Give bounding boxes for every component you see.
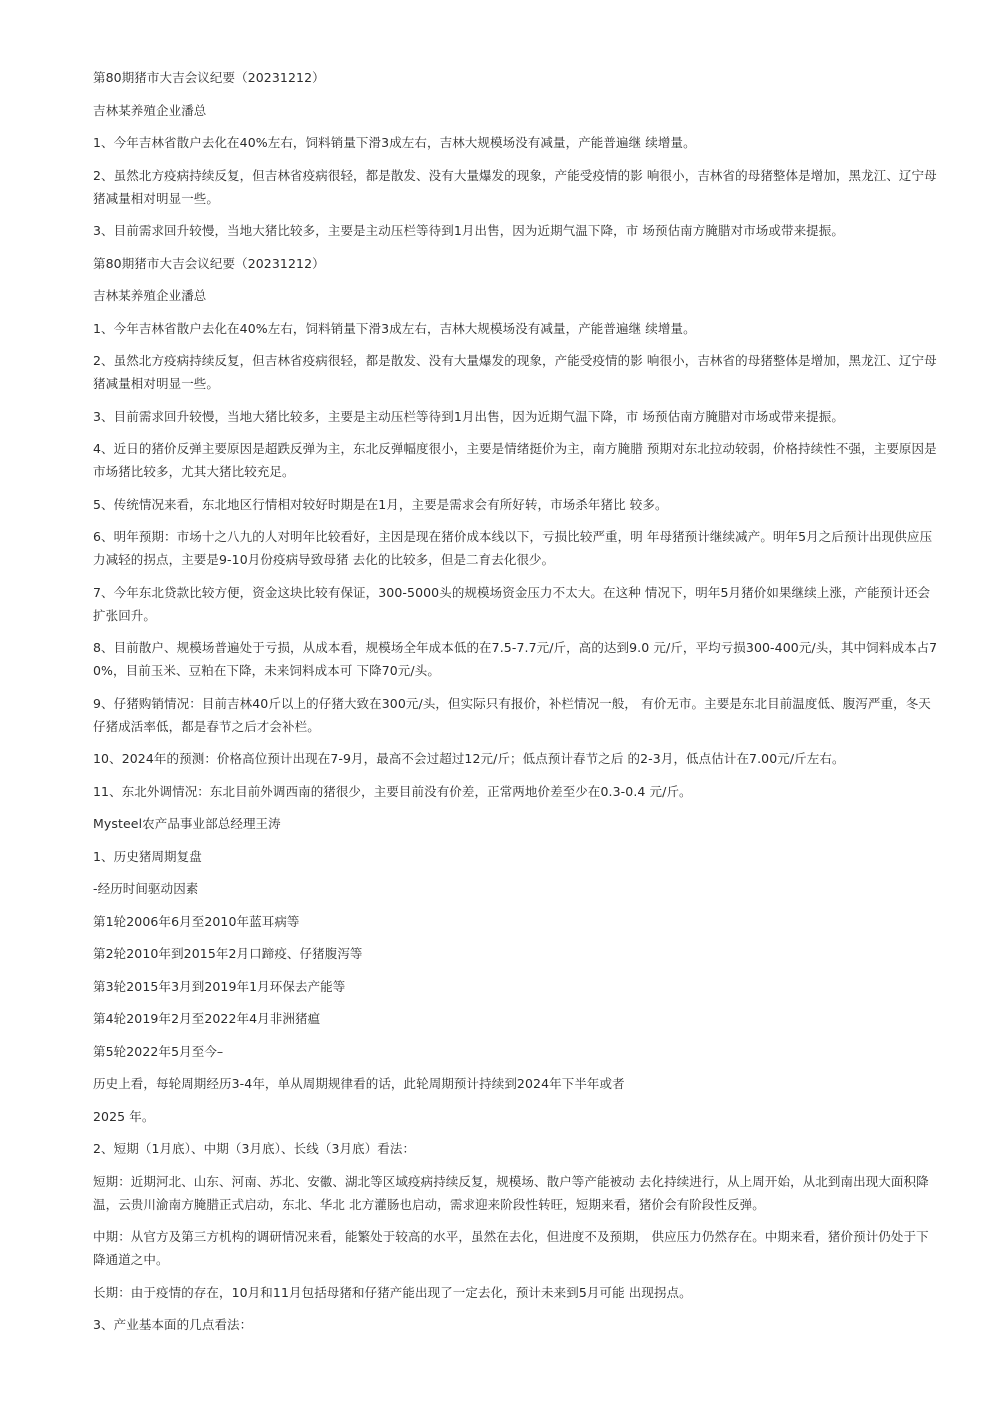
paragraph: 1、今年吉林省散户去化在40%左右，饲料销量下滑3成左右，吉林大规模场没有减量，产能普遍继 续增量。: [93, 320, 696, 336]
meeting-title: 第80期猪市大吉会议纪要（20231212）: [93, 70, 325, 85]
paragraph: 5、传统情况来看，东北地区行情相对较好时期是在1月，主要是需求会有所好转，市场杀年猪比 较多。: [93, 496, 668, 512]
paragraph: 11、东北外调情况：东北目前外调西南的猪很少，主要目前没有价差，正常两地价差至少在0.3-0.4 元/斤。: [93, 783, 692, 799]
paragraph: -经历时间驱动因素: [93, 881, 199, 896]
cycle-item: 第3轮2015年3月到2019年1月环保去产能等: [93, 978, 346, 994]
paragraph: 8、目前散户、规模场普遍处于亏损，从成本看，规模场全年成本低的在7.5-7.7元/斤，高的达到9.0 元/斤，平均亏损300-400元/头，其中饲料成本占70%，目前玉米、豆粕在下降，未来饲料成本可 下降70元/头。: [93, 640, 938, 678]
cycle-item: 第1轮2006年6月至2010年蓝耳病等: [93, 913, 300, 929]
paragraph: 3、目前需求回升较慢，当地大猪比较多，主要是主动压栏等待到1月出售，因为近期气温下降，市 场预估南方腌腊对市场或带来提振。: [93, 223, 844, 238]
meeting-title: 第80期猪市大吉会议纪要（20231212）: [93, 255, 325, 271]
paragraph: 长期：由于疫情的存在，10月和11月包括母猪和仔猪产能出现了一定去化，预计未来到5月可能 出现拐点。: [93, 1284, 692, 1300]
paragraph: 2025 年。: [93, 1108, 155, 1124]
paragraph: 3、目前需求回升较慢，当地大猪比较多，主要是主动压栏等待到1月出售，因为近期气温下降，市 场预估南方腌腊对市场或带来提振。: [93, 408, 844, 424]
speaker-name: 吉林某养殖企业潘总: [93, 288, 207, 303]
speaker-name: Mysteel农产品事业部总经理王涛: [93, 816, 281, 831]
paragraph: 中期：从官方及第三方机构的调研情况来看，能繁处于较高的水平，虽然在去化，但进度不及预期， 供应压力仍然存在。中期来看，猪价预计仍处于下降通道之中。: [93, 1229, 929, 1267]
cycle-item: 第2轮2010年到2015年2月口蹄疫、仔猪腹泻等: [93, 946, 363, 961]
paragraph: 6、明年预期：市场十之八九的人对明年比较看好，主因是现在猪价成本线以下，亏损比较严重，明 年母猪预计继续减产。明年5月之后预计出现供应压力减轻的拐点，主要是9-10月份疫病导致母猪 去化的比较多，但是二育去化很少。: [93, 529, 933, 567]
paragraph: 4、近日的猪价反弹主要原因是超跌反弹为主，东北反弹幅度很小，主要是情绪挺价为主，南方腌腊 预期对东北拉动较弱，价格持续性不强，主要原因是市场猪比较多，尤其大猪比较充足。: [93, 441, 937, 479]
paragraph: 历史上看，每轮周期经历3-4年，单从周期规律看的话，此轮周期预计持续到2024年下半年或者: [93, 1076, 625, 1091]
cycle-item: 第5轮2022年5月至今–: [93, 1043, 224, 1059]
paragraph: 7、今年东北贷款比较方便，资金这块比较有保证，300-5000头的规模场资金压力不太大。在这种 情况下，明年5月猪价如果继续上涨，产能预计还会扩张回升。: [93, 584, 931, 623]
section-heading: 1、历史猪周期复盘: [93, 848, 202, 864]
paragraph: 9、仔猪购销情况：目前吉林40斤以上的仔猪大致在300元/头，但实际只有报价，补栏情况一般， 有价无市。主要是东北目前温度低、腹泻严重，冬天仔猪成活率低，都是春节之后才会补栏。: [93, 695, 931, 734]
paragraph: 10、2024年的预测：价格高位预计出现在7-9月，最高不会过超过12元/斤；低点预计春节之后 的2-3月，低点估计在7.00元/斤左右。: [93, 751, 845, 766]
speaker-name: 吉林某养殖企业潘总: [93, 102, 207, 118]
paragraph: 2、虽然北方疫病持续反复，但吉林省疫病很轻，都是散发、没有大量爆发的现象，产能受疫情的影 响很小，吉林省的母猪整体是增加，黑龙江、辽宁母猪减量相对明显一些。: [93, 353, 937, 391]
paragraph: 1、今年吉林省散户去化在40%左右，饲料销量下滑3成左右，吉林大规模场没有减量，产能普遍继 续增量。: [93, 135, 696, 150]
section-heading: 2、短期（1月底）、中期（3月底）、长线（3月底）看法：: [93, 1141, 416, 1156]
paragraph: 短期：近期河北、山东、河南、苏北、安徽、湖北等区域疫病持续反复，规模场、散户等产能被动 去化持续进行，从上周开始，从北到南出现大面积降温，云贵川渝南方腌腊正式启动，东北、华北 北方灌肠也启动，需求迎来阶段性转旺，短期来看，猪价会有阶段性反弹。: [93, 1173, 929, 1212]
paragraph: 2、虽然北方疫病持续反复，但吉林省疫病很轻，都是散发、没有大量爆发的现象，产能受疫情的影 响很小，吉林省的母猪整体是增加，黑龙江、辽宁母猪减量相对明显一些。: [93, 167, 937, 206]
cycle-item: 第4轮2019年2月至2022年4月非洲猪瘟: [93, 1011, 321, 1026]
section-heading: 3、产业基本面的几点看法：: [93, 1317, 253, 1332]
